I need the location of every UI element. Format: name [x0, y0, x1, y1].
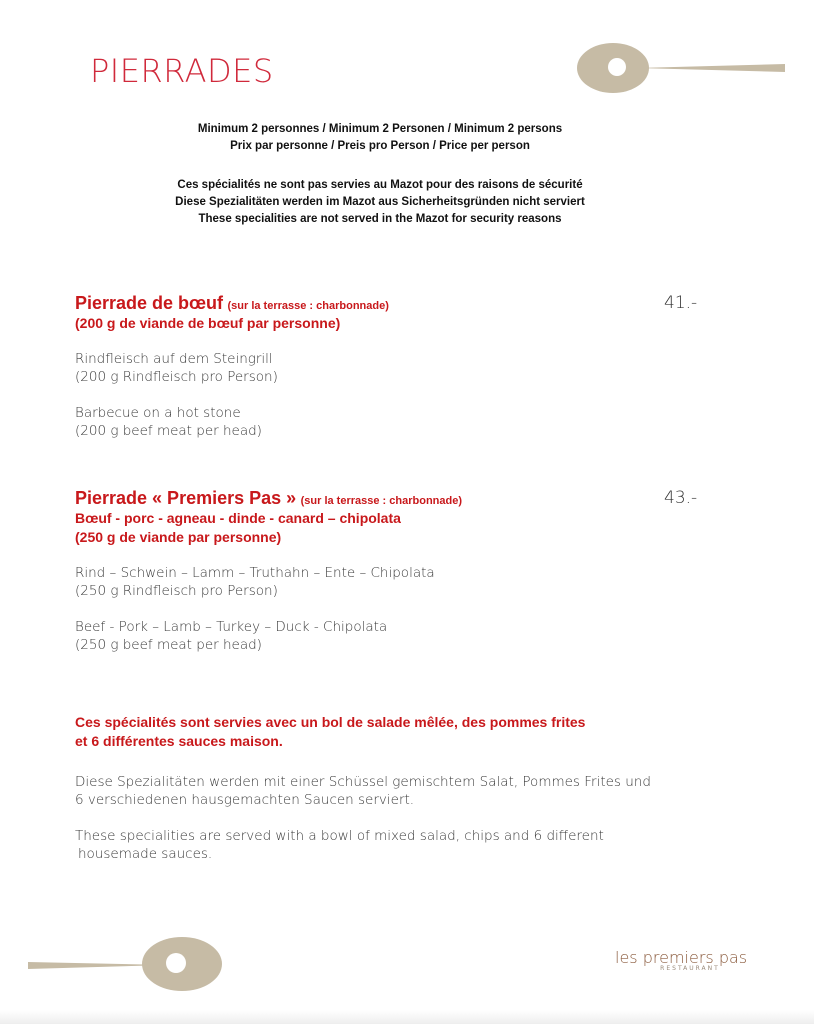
accompaniments-notes	[75, 713, 715, 863]
dish-german: Rind – Schwein – Lamm – Truthahn – Ente – Chipolata	[75, 565, 435, 581]
logo-subtitle: RESTAURANT	[660, 965, 720, 972]
dish-note: (sur la terrasse : charbonnade)	[300, 495, 462, 507]
dish-english: Barbecue on a hot stone	[75, 405, 241, 421]
dish-english: (250 g beef meat per head)	[75, 637, 262, 653]
dish-detail: (200 g de viande de bœuf par personne)	[75, 315, 341, 331]
dish-pierrade-premiers-pas	[75, 488, 715, 654]
dish-detail: Bœuf - porc - agneau - dinde - canard – chipolata	[75, 510, 401, 526]
dish-pierrade-boeuf	[75, 293, 715, 440]
logo-name: les premiers pas	[615, 948, 748, 967]
dish-german: (250 g Rindfleisch pro Person)	[75, 583, 278, 599]
intro-line: Prix par personne / Preis pro Person / Price per person	[230, 140, 530, 152]
dish-german: Rindfleisch auf dem Steingrill	[75, 351, 273, 367]
dish-english: (200 g beef meat per head)	[75, 423, 262, 439]
footer-french: Ces spécialités sont servies avec un bol de salade mêlée, des pommes frites	[75, 714, 586, 730]
intro-requirements	[0, 121, 760, 155]
dish-name: Pierrade de bœuf	[75, 293, 224, 313]
dish-name: Pierrade « Premiers Pas »	[75, 488, 297, 508]
footer-french: et 6 différentes sauces maison.	[75, 733, 283, 749]
intro-line: Minimum 2 personnes / Minimum 2 Personen / Minimum 2 persons	[197, 123, 563, 135]
spoon-icon	[28, 936, 222, 992]
dish-detail: (250 g de viande par personne)	[75, 529, 282, 545]
intro-safety-notice	[0, 177, 760, 228]
page-edge-shadow	[0, 1010, 814, 1024]
dish-english: Beef - Pork – Lamb – Turkey – Duck - Chipolata	[75, 619, 388, 635]
footer-german: 6 verschiedenen hausgemachten Saucen serviert.	[75, 792, 415, 808]
intro-line: Ces spécialités ne sont pas servies au Mazot pour des raisons de sécurité	[177, 179, 583, 191]
page-title: PIERRADES	[90, 52, 274, 90]
footer-english: housemade sauces.	[78, 846, 213, 862]
dish-note: (sur la terrasse : charbonnade)	[227, 300, 389, 312]
restaurant-logo	[615, 948, 748, 972]
intro-line: Diese Spezialitäten werden im Mazot aus Sicherheitsgründen nicht serviert	[175, 196, 585, 208]
spoon-icon	[577, 42, 785, 94]
footer-german: Diese Spezialitäten werden mit einer Schüssel gemischtem Salat, Pommes Frites und	[75, 774, 651, 790]
dish-price: 43.-	[664, 488, 698, 508]
dish-german: (200 g Rindfleisch pro Person)	[75, 369, 278, 385]
dish-price: 41.-	[664, 293, 698, 313]
intro-line: These specialities are not served in the Mazot for security reasons	[198, 213, 562, 225]
footer-english: These specialities are served with a bowl of mixed salad, chips and 6 different	[75, 828, 604, 844]
